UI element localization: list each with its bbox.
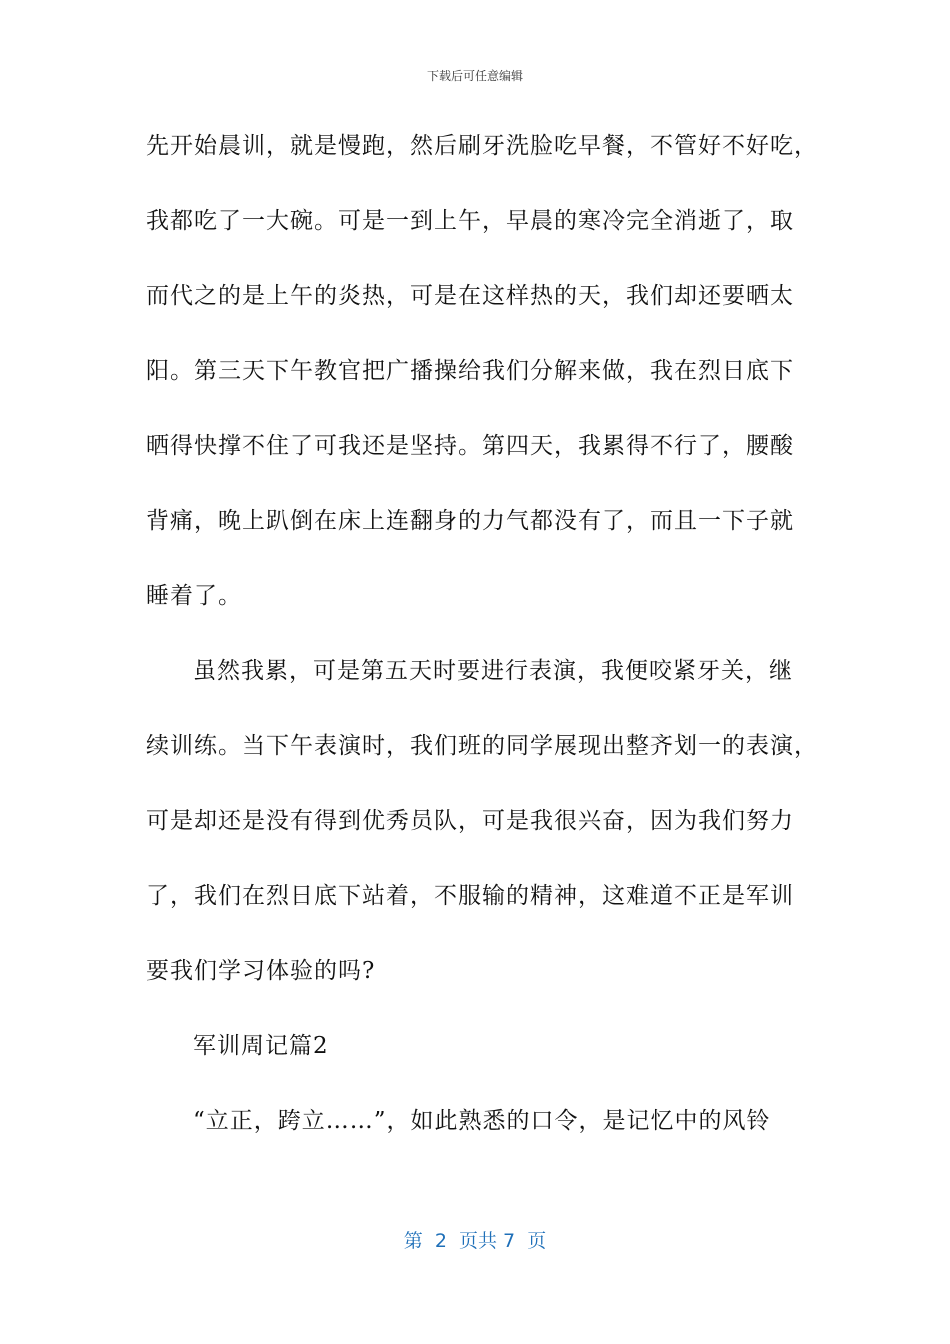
- text-line: 可是却还是没有得到优秀员队，可是我很兴奋，因为我们努力: [146, 808, 794, 834]
- header-note: 下载后可任意编辑: [426, 69, 523, 83]
- text-line: 要我们学习体验的吗?: [146, 958, 376, 984]
- text-line: 了，我们在烈日底下站着，不服输的精神，这难道不正是军训: [146, 883, 794, 909]
- text-line: 晒得快撑不住了可我还是坚持。第四天，我累得不行了，腰酸: [146, 433, 794, 459]
- section-heading: 军训周记篇2: [193, 1033, 329, 1059]
- paragraph-start-line: “立正，跨立……”，如此熟悉的口令，是记忆中的风铃: [193, 1108, 771, 1134]
- text-line: 续训练。当下午表演时，我们班的同学展现出整齐划一的表演，: [146, 733, 818, 759]
- text-line: 我都吃了一大碗。可是一到上午，早晨的寒冷完全消逝了，取: [146, 208, 794, 234]
- text-line: 先开始晨训，就是慢跑，然后刷牙洗脸吃早餐，不管好不好吃，: [146, 133, 818, 159]
- page-number-footer: 第 2 页共 7 页: [403, 1230, 547, 1252]
- paragraph-start-line: 虽然我累，可是第五天时要进行表演，我便咬紧牙关，继: [193, 658, 793, 684]
- text-line: 睡着了。: [146, 583, 242, 609]
- text-line: 阳。第三天下午教官把广播操给我们分解来做，我在烈日底下: [146, 358, 794, 384]
- document-body: [146, 120, 818, 1170]
- text-line: 而代之的是上午的炎热，可是在这样热的天，我们却还要晒太: [146, 283, 794, 309]
- text-line: 背痛，晚上趴倒在床上连翻身的力气都没有了，而且一下子就: [146, 508, 794, 534]
